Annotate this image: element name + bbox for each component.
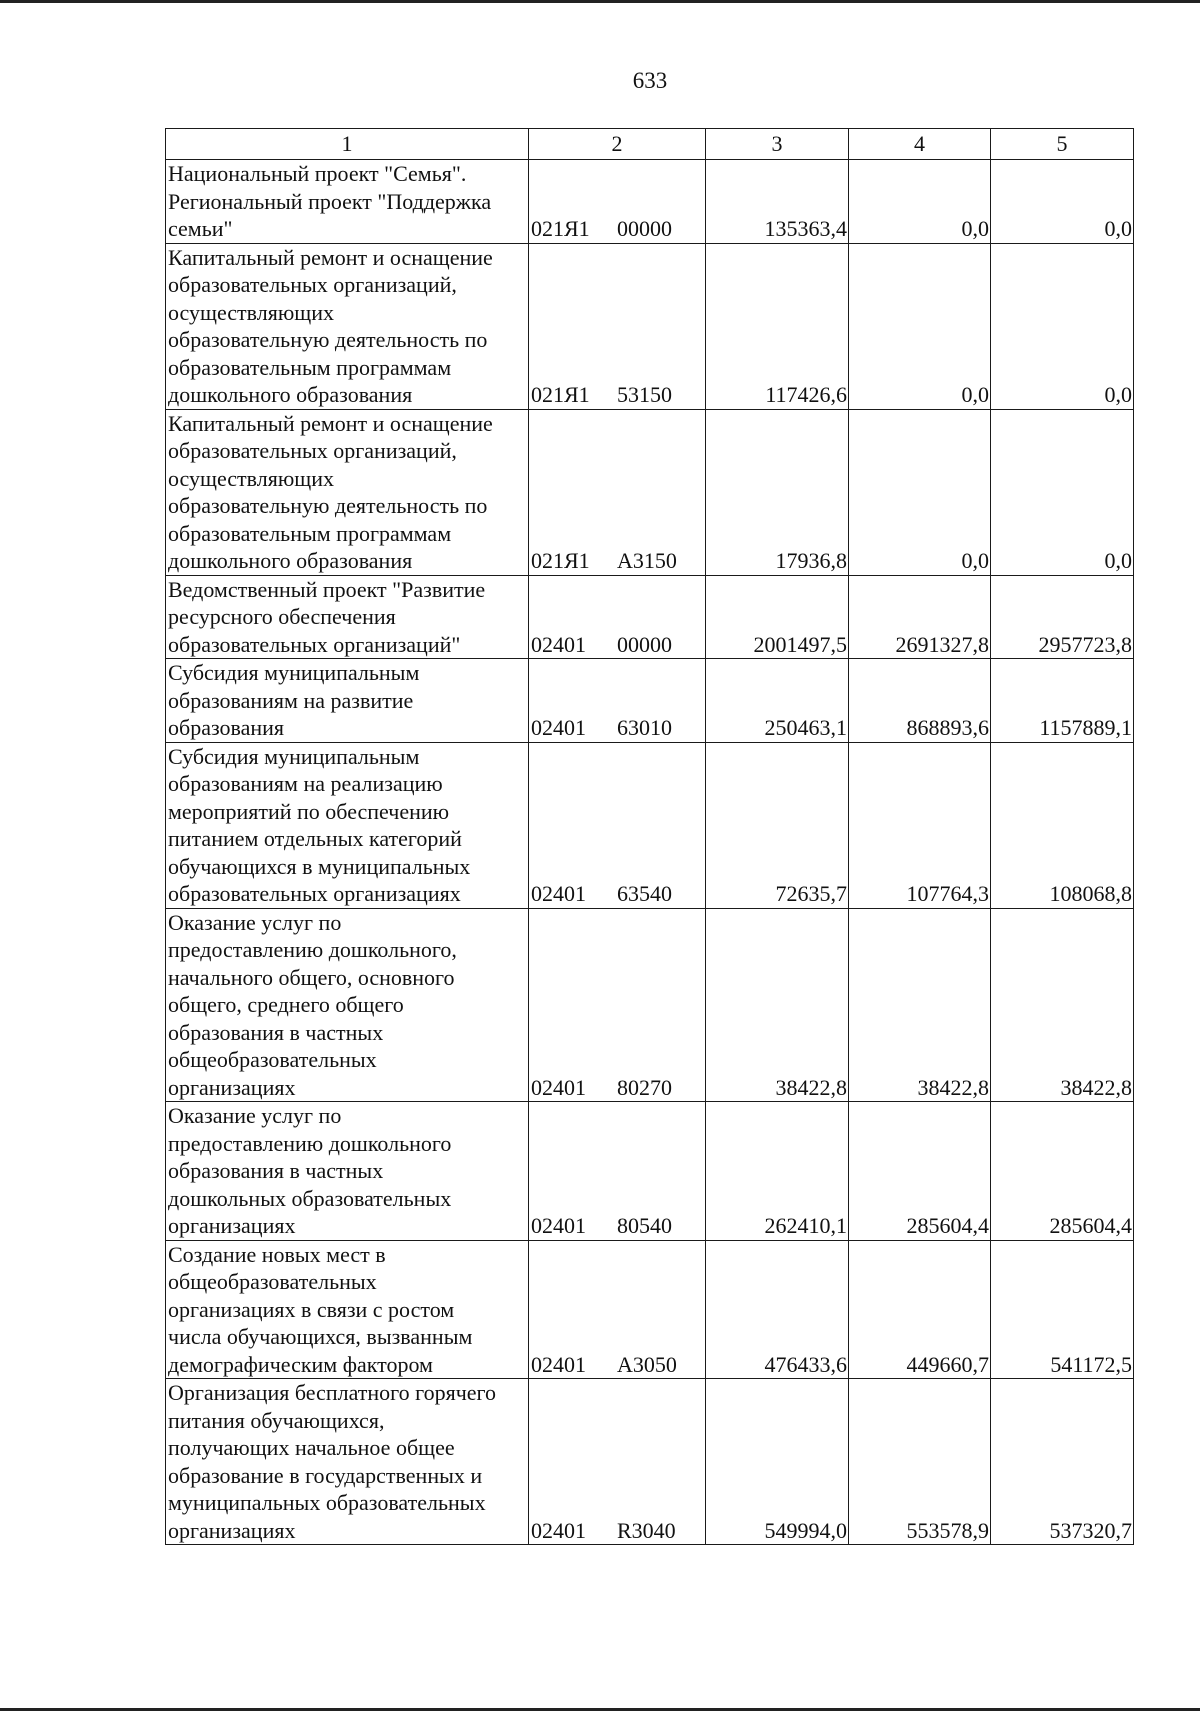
row-name-line: образования в частных [168, 1019, 384, 1045]
direction-code: 63540 [617, 881, 672, 906]
row-name-cell [166, 1240, 529, 1379]
header-col-2: 2 [529, 129, 706, 160]
row-code-cell [529, 1102, 706, 1241]
direction-code: А3150 [617, 548, 677, 573]
row-name-cell [166, 1379, 529, 1545]
row-name-line: организациях [168, 1074, 296, 1100]
row-name-line: числа обучающихся, вызванным [168, 1324, 473, 1349]
table-row [166, 1240, 1134, 1379]
amount-v3: 38422,8 [706, 908, 849, 1102]
row-code-cell [529, 659, 706, 743]
direction-code: 80540 [617, 1213, 672, 1238]
program-code: 021Я1 [531, 548, 590, 573]
row-name-line: Капитальный ремонт и оснащение [168, 410, 493, 436]
row-code-cell [529, 160, 706, 244]
header-col-1: 1 [166, 129, 529, 160]
row-code-cell [529, 1240, 706, 1379]
row-name-cell [166, 409, 529, 575]
program-code: 02401 [531, 1351, 586, 1377]
row-name-line: получающих начальное общее [168, 1435, 455, 1460]
amount-v3: 262410,1 [706, 1102, 849, 1241]
header-col-4: 4 [849, 129, 991, 160]
row-name-line: муниципальных образовательных [168, 1490, 486, 1515]
program-code: 021Я1 [531, 216, 590, 241]
amount-v4: 2691327,8 [849, 575, 991, 659]
row-name-cell [166, 575, 529, 659]
row-name-line: Субсидия муниципальным [168, 743, 420, 769]
program-code: 02401 [531, 1213, 586, 1238]
row-name-line: предоставлению дошкольного, [168, 937, 457, 962]
header-col-3: 3 [706, 129, 849, 160]
scan-top-edge [0, 0, 1200, 3]
row-name-line: образовательную деятельность по [168, 327, 488, 352]
row-name-line: питания обучающихся, [168, 1407, 385, 1433]
budget-table [165, 128, 1134, 1545]
row-name-line: Оказание услуг по [168, 1103, 342, 1128]
row-name-line: образовательных организаций" [168, 631, 461, 657]
row-name-line: Субсидия муниципальным [168, 660, 420, 685]
row-name-line: начального общего, основного [168, 964, 455, 990]
row-code-cell [529, 908, 706, 1102]
row-name-cell [166, 742, 529, 908]
amount-v5: 2957723,8 [991, 575, 1134, 659]
amount-v4: 107764,3 [849, 742, 991, 908]
direction-code: 00000 [617, 631, 672, 657]
amount-v5: 285604,4 [991, 1102, 1134, 1241]
scan-bottom-edge [0, 1708, 1200, 1711]
amount-v4: 0,0 [849, 409, 991, 575]
row-name-cell [166, 243, 529, 409]
row-name-line: Национальный проект "Семья". [168, 161, 467, 186]
row-name-line: образовательным программам [168, 354, 452, 380]
row-name-line: образованиям на реализацию [168, 771, 443, 796]
table-row [166, 575, 1134, 659]
table-row [166, 409, 1134, 575]
row-name-line: образовательную деятельность по [168, 493, 488, 518]
amount-v5: 108068,8 [991, 742, 1134, 908]
row-name-line: Оказание услуг по [168, 909, 342, 935]
row-name-line: ресурсного обеспечения [168, 604, 396, 629]
table-row [166, 1379, 1134, 1545]
row-name-cell [166, 908, 529, 1102]
amount-v4: 0,0 [849, 243, 991, 409]
row-name-line: образование в государственных и [168, 1462, 483, 1488]
row-code-cell [529, 243, 706, 409]
row-name-line: образовательных организациях [168, 881, 461, 906]
row-name-line: организациях [168, 1517, 296, 1543]
direction-code: 00000 [617, 216, 672, 241]
row-name-line: мероприятий по обеспечению [168, 798, 450, 824]
row-name-cell [166, 160, 529, 244]
table-row [166, 160, 1134, 244]
row-name-cell [166, 659, 529, 743]
row-name-line: образовательных организаций, [168, 438, 457, 463]
header-col-5: 5 [991, 129, 1134, 160]
program-code: 02401 [531, 1074, 586, 1100]
amount-v4: 285604,4 [849, 1102, 991, 1241]
table-row [166, 742, 1134, 908]
row-name-line: общеобразовательных [168, 1047, 377, 1072]
amount-v5: 38422,8 [991, 908, 1134, 1102]
direction-code: А3050 [617, 1351, 677, 1377]
amount-v5: 0,0 [991, 409, 1134, 575]
amount-v4: 0,0 [849, 160, 991, 244]
row-name-line: образовательным программам [168, 520, 452, 546]
program-code: 02401 [531, 881, 586, 906]
table-body [166, 160, 1134, 1545]
table-row [166, 908, 1134, 1102]
row-name-line: обучающихся в муниципальных [168, 853, 471, 879]
row-name-line: образованиям на развитие [168, 687, 414, 713]
row-name-line: организациях [168, 1213, 296, 1238]
row-name-line: Капитальный ремонт и оснащение [168, 244, 493, 270]
amount-v3: 476433,6 [706, 1240, 849, 1379]
row-name-line: семьи" [168, 216, 233, 241]
row-name-line: предоставлению дошкольного [168, 1130, 452, 1156]
amount-v3: 72635,7 [706, 742, 849, 908]
row-name-line: дошкольных образовательных [168, 1185, 452, 1211]
row-code-cell [529, 409, 706, 575]
row-code-cell [529, 1379, 706, 1545]
row-name-line: общеобразовательных [168, 1269, 377, 1294]
program-code: 021Я1 [531, 382, 590, 407]
page-number: 633 [632, 68, 668, 93]
amount-v4: 38422,8 [849, 908, 991, 1102]
row-name-line: дошкольного образования [168, 548, 413, 573]
table-header-row [166, 129, 1134, 160]
amount-v3: 135363,4 [706, 160, 849, 244]
table-row [166, 243, 1134, 409]
row-name-line: образования в частных [168, 1158, 384, 1183]
amount-v3: 117426,6 [706, 243, 849, 409]
row-name-line: образования [168, 715, 285, 740]
program-code: 02401 [531, 715, 586, 740]
row-name-line: осуществляющих [168, 465, 334, 491]
row-name-line: Создание новых мест в [168, 1241, 386, 1267]
row-name-line: Организация бесплатного горячего [168, 1380, 497, 1405]
row-name-line: образовательных организаций, [168, 272, 457, 297]
amount-v3: 17936,8 [706, 409, 849, 575]
program-code: 02401 [531, 1517, 586, 1543]
row-code-cell [529, 575, 706, 659]
amount-v5: 0,0 [991, 160, 1134, 244]
direction-code: 63010 [617, 715, 672, 740]
table-row [166, 1102, 1134, 1241]
amount-v5: 1157889,1 [991, 659, 1134, 743]
row-name-line: осуществляющих [168, 299, 334, 325]
amount-v3: 549994,0 [706, 1379, 849, 1545]
direction-code: R3040 [617, 1517, 676, 1543]
amount-v5: 541172,5 [991, 1240, 1134, 1379]
amount-v5: 537320,7 [991, 1379, 1134, 1545]
row-name-line: организациях в связи с ростом [168, 1296, 455, 1322]
row-name-line: общего, среднего общего [168, 992, 404, 1017]
amount-v4: 868893,6 [849, 659, 991, 743]
row-name-cell [166, 1102, 529, 1241]
amount-v3: 2001497,5 [706, 575, 849, 659]
table-row [166, 659, 1134, 743]
row-name-line: Региональный проект "Поддержка [168, 188, 492, 214]
row-name-line: питанием отдельных категорий [168, 826, 462, 851]
row-name-line: Ведомственный проект "Развитие [168, 576, 486, 602]
row-code-cell [529, 742, 706, 908]
program-code: 02401 [531, 631, 586, 657]
direction-code: 53150 [617, 382, 672, 407]
row-name-line: демографическим фактором [168, 1351, 433, 1377]
amount-v5: 0,0 [991, 243, 1134, 409]
row-name-line: дошкольного образования [168, 382, 413, 407]
amount-v3: 250463,1 [706, 659, 849, 743]
amount-v4: 553578,9 [849, 1379, 991, 1545]
amount-v4: 449660,7 [849, 1240, 991, 1379]
direction-code: 80270 [617, 1074, 672, 1100]
